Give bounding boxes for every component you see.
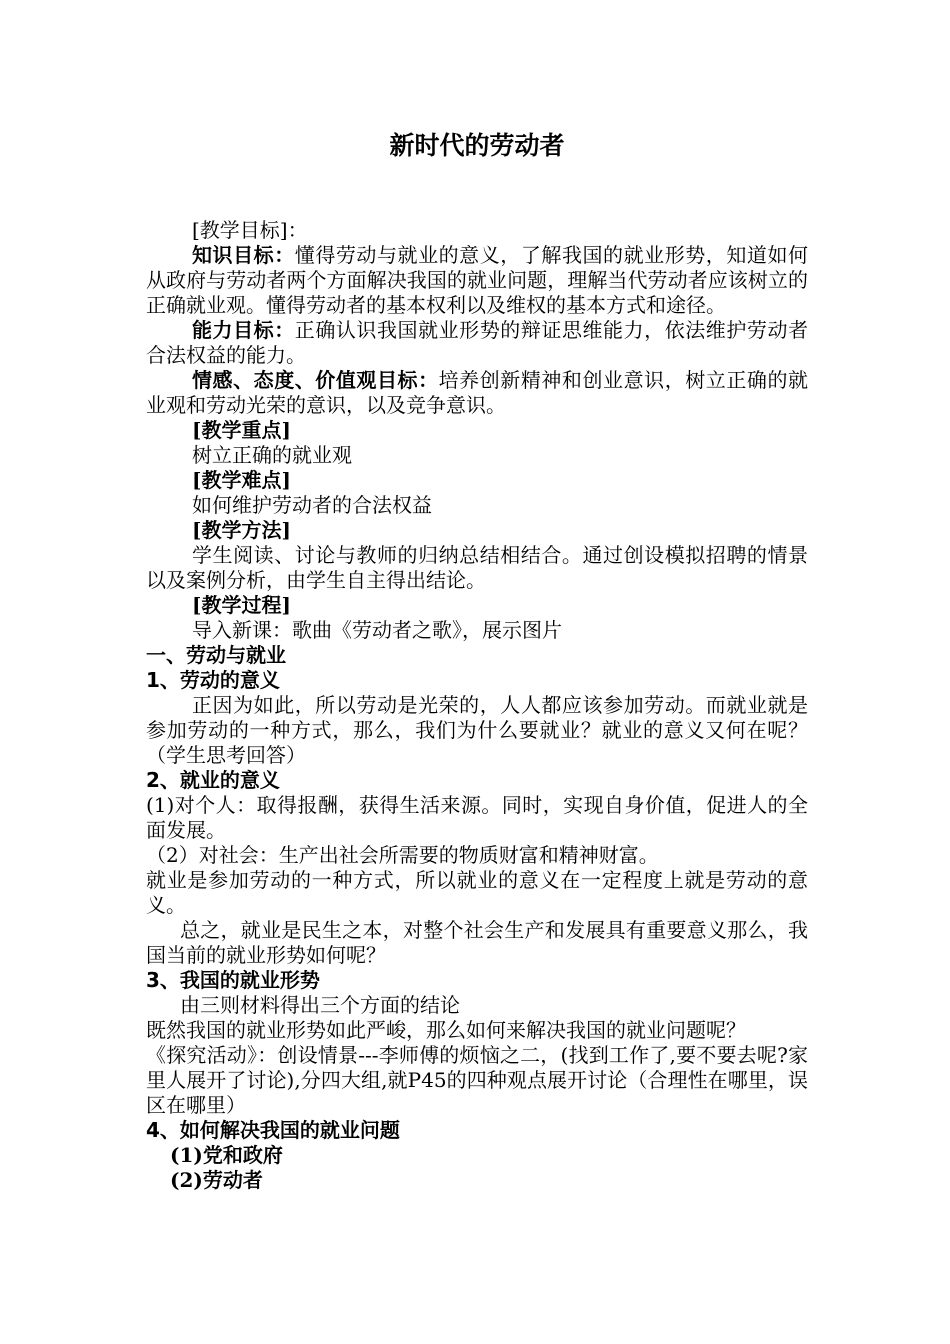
sub3-text2: 既然我国的就业形势如此严峻，那么如何来解决我国的就业问题呢？ [146, 1018, 746, 1042]
objectives-heading [146, 218, 808, 243]
emotion-label: 情感、态度、价值观目标： [192, 368, 439, 392]
difficulty-heading: [教学难点] [192, 468, 291, 492]
knowledge-text: 懂得劳动与就业的意义，了解我国的就业形势，知道如何从政府与劳动者两个方面解决我国的就业问题，理解当代劳动者应该树立的正确就业观。懂得劳动者的基本权利以及维权的基本方式和途径。 [146, 243, 809, 317]
sub4-item1: (1)党和政府 [170, 1143, 283, 1167]
sub3-text3: 《探究活动》：创设情景---李师傅的烦恼之二，(找到工作了,要不要去呢?家里人展开了讨论),分四大组,就P45的四种观点展开讨论（合理性在哪里，误区在哪里） [146, 1043, 808, 1117]
sub4-item2: (2)劳动者 [170, 1168, 263, 1192]
sub2-item2: （2）对社会：生产出社会所需要的物质财富和精神财富。 [146, 843, 659, 867]
document-title: 新时代的劳动者 [389, 131, 565, 160]
knowledge-objective [146, 243, 808, 318]
method-text: 学生阅读、讨论与教师的归纳总结相结合。通过创设模拟招聘的情景以及案例分析，由学生自主得出结论。 [146, 543, 808, 592]
sub2-item1: (1)对个人：取得报酬，获得生活来源。同时，实现自身价值，促进人的全面发展。 [146, 793, 808, 842]
difficulty-text: 如何维护劳动者的合法权益 [192, 493, 432, 517]
ability-label: 能力目标： [192, 318, 295, 342]
emotion-objective [146, 368, 808, 418]
ability-text: 正确认识我国就业形势的辩证思维能力，依法维护劳动者合法权益的能力。 [146, 318, 809, 367]
key-heading: [教学重点] [192, 418, 291, 442]
sub2-text: 就业是参加劳动的一种方式，所以就业的意义在一定程度上就是劳动的意义。 [146, 868, 808, 917]
ability-objective [146, 318, 808, 368]
objectives-heading-text: [教学目标]： [192, 218, 308, 242]
key-text: 树立正确的就业观 [192, 443, 352, 467]
document-body [146, 218, 808, 1193]
sub1-heading: 1、劳动的意义 [146, 668, 280, 692]
sub2-summary: 总之，就业是民生之本，对整个社会生产和发展具有重要意义那么，我国当前的就业形势如何呢？ [146, 918, 808, 967]
knowledge-label: 知识目标： [192, 243, 295, 267]
emotion-text: 培养创新精神和创业意识，树立正确的就业观和劳动光荣的意识，以及竞争意识。 [146, 368, 809, 417]
method-heading: [教学方法] [192, 518, 291, 542]
process-heading: [教学过程] [192, 593, 291, 617]
intro-text: 导入新课：歌曲《劳动者之歌》，展示图片 [192, 618, 562, 642]
sub2-heading: 2、就业的意义 [146, 768, 280, 792]
sub4-heading: 4、如何解决我国的就业问题 [146, 1118, 400, 1142]
sub1-text: 正因为如此，所以劳动是光荣的，人人都应该参加劳动。而就业就是参加劳动的一种方式，那么，我们为什么要就业？就业的意义又何在呢？（学生思考回答） [146, 693, 808, 767]
sub3-text1: 由三则材料得出三个方面的结论 [180, 993, 460, 1017]
section1-heading: 一、劳动与就业 [146, 643, 286, 667]
sub3-heading: 3、我国的就业形势 [146, 968, 320, 992]
